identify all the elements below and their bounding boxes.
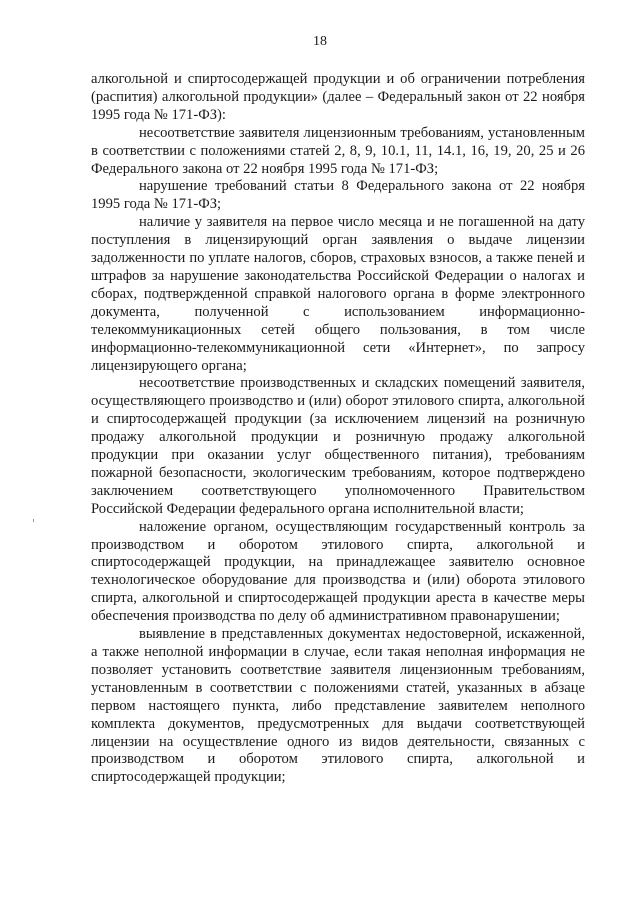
document-body: [91, 71, 585, 787]
paragraph-equipment-arrest: наложение органом, осуществляющим государственный контроль за производством и оборотом этилового спирта, алкогольной и спиртосодержащей продукции, на принадлежащее заявителю основное технологическое оборудование для производства и (или) оборота этилового спирта, алкогольной и спиртосодержащей продукции ареста в качестве меры обеспечения производства по делу об административном правонарушении;: [91, 518, 585, 625]
paragraph-continuation: алкогольной и спиртосодержащей продукции и об ограничении потребления (распития) алкогольной продукции» (далее – Федеральный закон от 22 ноября 1995 года № 171-ФЗ):: [91, 71, 585, 123]
margin-mark: [33, 519, 34, 522]
paragraph-false-information: выявление в представленных документах недостоверной, искаженной, а также неполной информации в случае, если такая неполная информация не позволяет установить соответствие заявителя лицензионным требованиям, установленным в соответствии с положениями статей, указанных в абзаце первом настоящего пункта, либо представление заявителем неполного комплекта документов, предусмотренных для выдачи соответствующей лицензии на осуществление одного из видов деятельности, связанных с производством и оборотом этилового спирта, алкогольной и спиртосодержащей продукции;: [91, 626, 585, 786]
paragraph-premises-mismatch: несоответствие производственных и складских помещений заявителя, осуществляющего производство и (или) оборот этилового спирта, алкогольной и спиртосодержащей продукции (за исключением лицензий на розничную продажу алкогольной продукции и розничную продажу алкогольной продукции при оказании услуг общественного питания), требованиям пожарной безопасности, экологическим требованиям, которое подтверждено заключением соответствующего уполномоченного Правительством Российской Федерации федерального органа исполнительной власти;: [91, 375, 585, 517]
paragraph-article-8-violation: нарушение требований статьи 8 Федерального закона от 22 ноября 1995 года № 171-ФЗ;: [91, 178, 585, 213]
page-number: 18: [313, 34, 327, 49]
paragraph-license-requirements: несоответствие заявителя лицензионным требованиям, установленным в соответствии с положениями статей 2, 8, 9, 10.1, 11, 14.1, 16, 19, 20, 25 и 26 Федерального закона от 22 ноября 1995 года № 171-ФЗ;: [91, 124, 585, 177]
paragraph-tax-debt: наличие у заявителя на первое число месяца и не погашенной на дату поступления в лицензирующий орган заявления о выдаче лицензии задолженности по уплате налогов, сборов, страховых взносов, а также пеней и штрафов за нарушение законодательства Российской Федерации о налогах и сборах, подтвержденной справкой налогового органа в форме электронного документа, полученной с использованием информационно-телекоммуникационных сетей общего пользования, в том числе информационно-телекоммуникационной сети «Интернет», по запросу лицензирующего органа;: [91, 214, 585, 374]
